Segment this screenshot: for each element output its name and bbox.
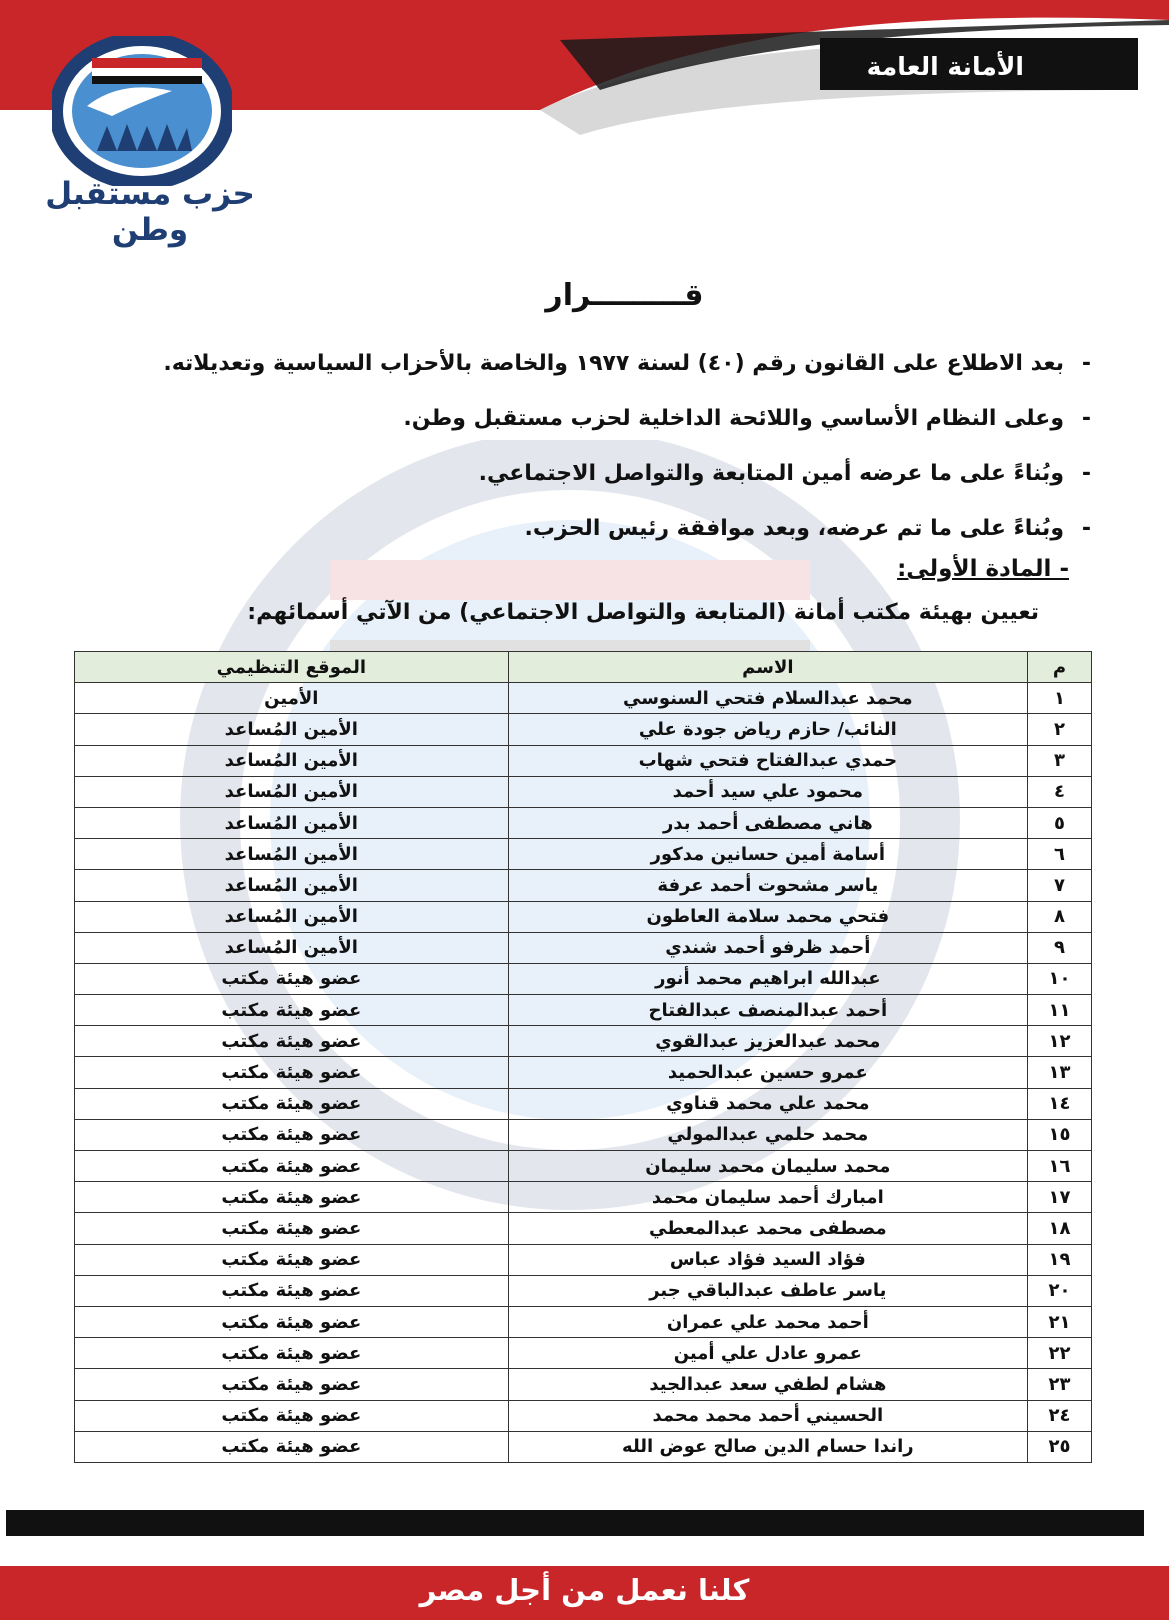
preamble-bullet: - [1081,461,1092,486]
preamble-bullet: - [1081,516,1092,541]
table-row [75,870,1092,901]
cell-role: عضو هيئة مكتب [75,1151,509,1182]
table-row [75,1431,1092,1462]
cell-num: ٦ [1028,839,1092,870]
members-table [74,651,1092,1463]
preamble-text: بعد الاطلاع على القانون رقم (٤٠) لسنة ١٩٧٧ والخاصة بالأحزاب السياسية وتعديلاته. [163,351,1064,376]
secretariat-title: الأمانة العامة [866,52,1024,81]
cell-num: ١٥ [1028,1119,1092,1150]
cell-name: هشام لطفي سعد عبدالجيد [508,1369,1027,1400]
cell-name: عمرو عادل علي أمين [508,1338,1027,1369]
cell-role: عضو هيئة مكتب [75,1026,509,1057]
cell-name: راندا حسام الدين صالح عوض الله [508,1431,1027,1462]
table-row [75,1026,1092,1057]
cell-role: الأمين المُساعد [75,776,509,807]
table-row [75,1338,1092,1369]
preamble-item [69,501,1109,556]
table-row [75,1088,1092,1119]
cell-role: الأمين المُساعد [75,901,509,932]
cell-num: ٢ [1028,714,1092,745]
cell-num: ٩ [1028,932,1092,963]
cell-role: الأمين المُساعد [75,745,509,776]
table-header-row [75,652,1092,683]
cell-num: ٢٤ [1028,1400,1092,1431]
cell-role: عضو هيئة مكتب [75,1306,509,1337]
cell-name: أسامة أمين حسانين مدكور [508,839,1027,870]
table-row [75,1119,1092,1150]
table-row [75,1369,1092,1400]
cell-num: ٣ [1028,745,1092,776]
cell-num: ٤ [1028,776,1092,807]
party-logo-icon [52,36,232,186]
preamble-item [69,391,1109,446]
table-row [75,1244,1092,1275]
decision-title-text: قـــــــــرار [545,278,704,313]
cell-name: أحمد ظرفو أحمد شندي [508,932,1027,963]
footer-slogan: كلنا نعمل من أجل مصر [419,1573,750,1607]
bottom-black-bar [6,1510,1144,1536]
cell-role: الأمين المُساعد [75,714,509,745]
cell-num: ١ [1028,683,1092,714]
cell-role: عضو هيئة مكتب [75,963,509,994]
decision-title [0,278,1169,313]
cell-num: ١٦ [1028,1151,1092,1182]
cell-role: عضو هيئة مكتب [75,1088,509,1119]
cell-name: حمدي عبدالفتاح فتحي شهاب [508,745,1027,776]
header-name: الاسم [508,652,1027,683]
preamble-text: وبُناءً على ما تم عرضه، وبعد موافقة رئيس الحزب. [524,516,1064,541]
cell-num: ٢١ [1028,1306,1092,1337]
cell-num: ٢٢ [1028,1338,1092,1369]
cell-role: الأمين المُساعد [75,839,509,870]
table-row [75,1306,1092,1337]
table-row [75,714,1092,745]
table-row [75,839,1092,870]
table-row [75,1151,1092,1182]
header-num: م [1028,652,1092,683]
header-role: الموقع التنظيمي [75,652,509,683]
cell-name: عبدالله ابراهيم محمد أنور [508,963,1027,994]
cell-role: الأمين المُساعد [75,870,509,901]
preamble-bullet: - [1081,351,1092,376]
cell-num: ٢٥ [1028,1431,1092,1462]
cell-name: محمد عبدالعزيز عبدالقوي [508,1026,1027,1057]
table-row [75,776,1092,807]
cell-num: ١٠ [1028,963,1092,994]
cell-role: عضو هيئة مكتب [75,1057,509,1088]
cell-role: عضو هيئة مكتب [75,1119,509,1150]
cell-role: عضو هيئة مكتب [75,995,509,1026]
cell-num: ٥ [1028,807,1092,838]
cell-role: الأمين [75,683,509,714]
cell-name: أحمد محمد علي عمران [508,1306,1027,1337]
table-row [75,1275,1092,1306]
cell-name: فتحي محمد سلامة العاطون [508,901,1027,932]
preamble-text: وعلى النظام الأساسي واللائحة الداخلية لحزب مستقبل وطن. [403,406,1064,431]
preamble-item [69,446,1109,501]
cell-name: محمد سليمان محمد سليمان [508,1151,1027,1182]
cell-role: الأمين المُساعد [75,932,509,963]
table-row [75,807,1092,838]
table-row [75,1182,1092,1213]
preamble-item [69,336,1109,391]
table-row [75,683,1092,714]
cell-name: امبارك أحمد سليمان محمد [508,1182,1027,1213]
cell-role: عضو هيئة مكتب [75,1182,509,1213]
preamble-text: وبُناءً على ما عرضه أمين المتابعة والتواصل الاجتماعي. [478,461,1064,486]
cell-name: هاني مصطفى أحمد بدر [508,807,1027,838]
cell-num: ١٤ [1028,1088,1092,1119]
cell-num: ١١ [1028,995,1092,1026]
preamble-list [69,336,1109,556]
cell-num: ١٨ [1028,1213,1092,1244]
table-body [75,683,1092,1463]
table-row [75,1057,1092,1088]
cell-num: ١٢ [1028,1026,1092,1057]
cell-name: ياسر مشحوت أحمد عرفة [508,870,1027,901]
cell-role: عضو هيئة مكتب [75,1369,509,1400]
cell-name: عمرو حسين عبدالحميد [508,1057,1027,1088]
table-row [75,745,1092,776]
cell-num: ١٩ [1028,1244,1092,1275]
preamble-bullet: - [1081,406,1092,431]
table-row [75,963,1092,994]
cell-name: فؤاد السيد فؤاد عباس [508,1244,1027,1275]
cell-name: مصطفى محمد عبدالمعطي [508,1213,1027,1244]
cell-num: ٢٠ [1028,1275,1092,1306]
cell-name: محمد علي محمد قناوي [508,1088,1027,1119]
table-row [75,932,1092,963]
cell-name: النائب/ حازم رياض جودة علي [508,714,1027,745]
table-row [75,995,1092,1026]
cell-role: عضو هيئة مكتب [75,1213,509,1244]
cell-role: عضو هيئة مكتب [75,1244,509,1275]
cell-name: ياسر عاطف عبدالباقي جبر [508,1275,1027,1306]
cell-num: ٢٣ [1028,1369,1092,1400]
cell-name: محمد حلمي عبدالمولي [508,1119,1027,1150]
table-row [75,901,1092,932]
article-text: تعيين بهيئة مكتب أمانة (المتابعة والتواصل الاجتماعي) من الآتي أسمائهم: [247,600,1039,625]
table-row [75,1400,1092,1431]
cell-name: أحمد عبدالمنصف عبدالفتاح [508,995,1027,1026]
cell-name: الحسيني أحمد محمد محمد [508,1400,1027,1431]
cell-num: ٧ [1028,870,1092,901]
cell-name: محمود علي سيد أحمد [508,776,1027,807]
cell-num: ١٣ [1028,1057,1092,1088]
cell-role: عضو هيئة مكتب [75,1275,509,1306]
cell-num: ١٧ [1028,1182,1092,1213]
cell-num: ٨ [1028,901,1092,932]
cell-role: الأمين المُساعد [75,807,509,838]
cell-role: عضو هيئة مكتب [75,1431,509,1462]
party-name: حزب مستقبل وطن [45,176,255,248]
article-heading: - المادة الأولى: [897,556,1069,582]
cell-role: عضو هيئة مكتب [75,1400,509,1431]
cell-name: محمد عبدالسلام فتحي السنوسي [508,683,1027,714]
table-row [75,1213,1092,1244]
cell-role: عضو هيئة مكتب [75,1338,509,1369]
